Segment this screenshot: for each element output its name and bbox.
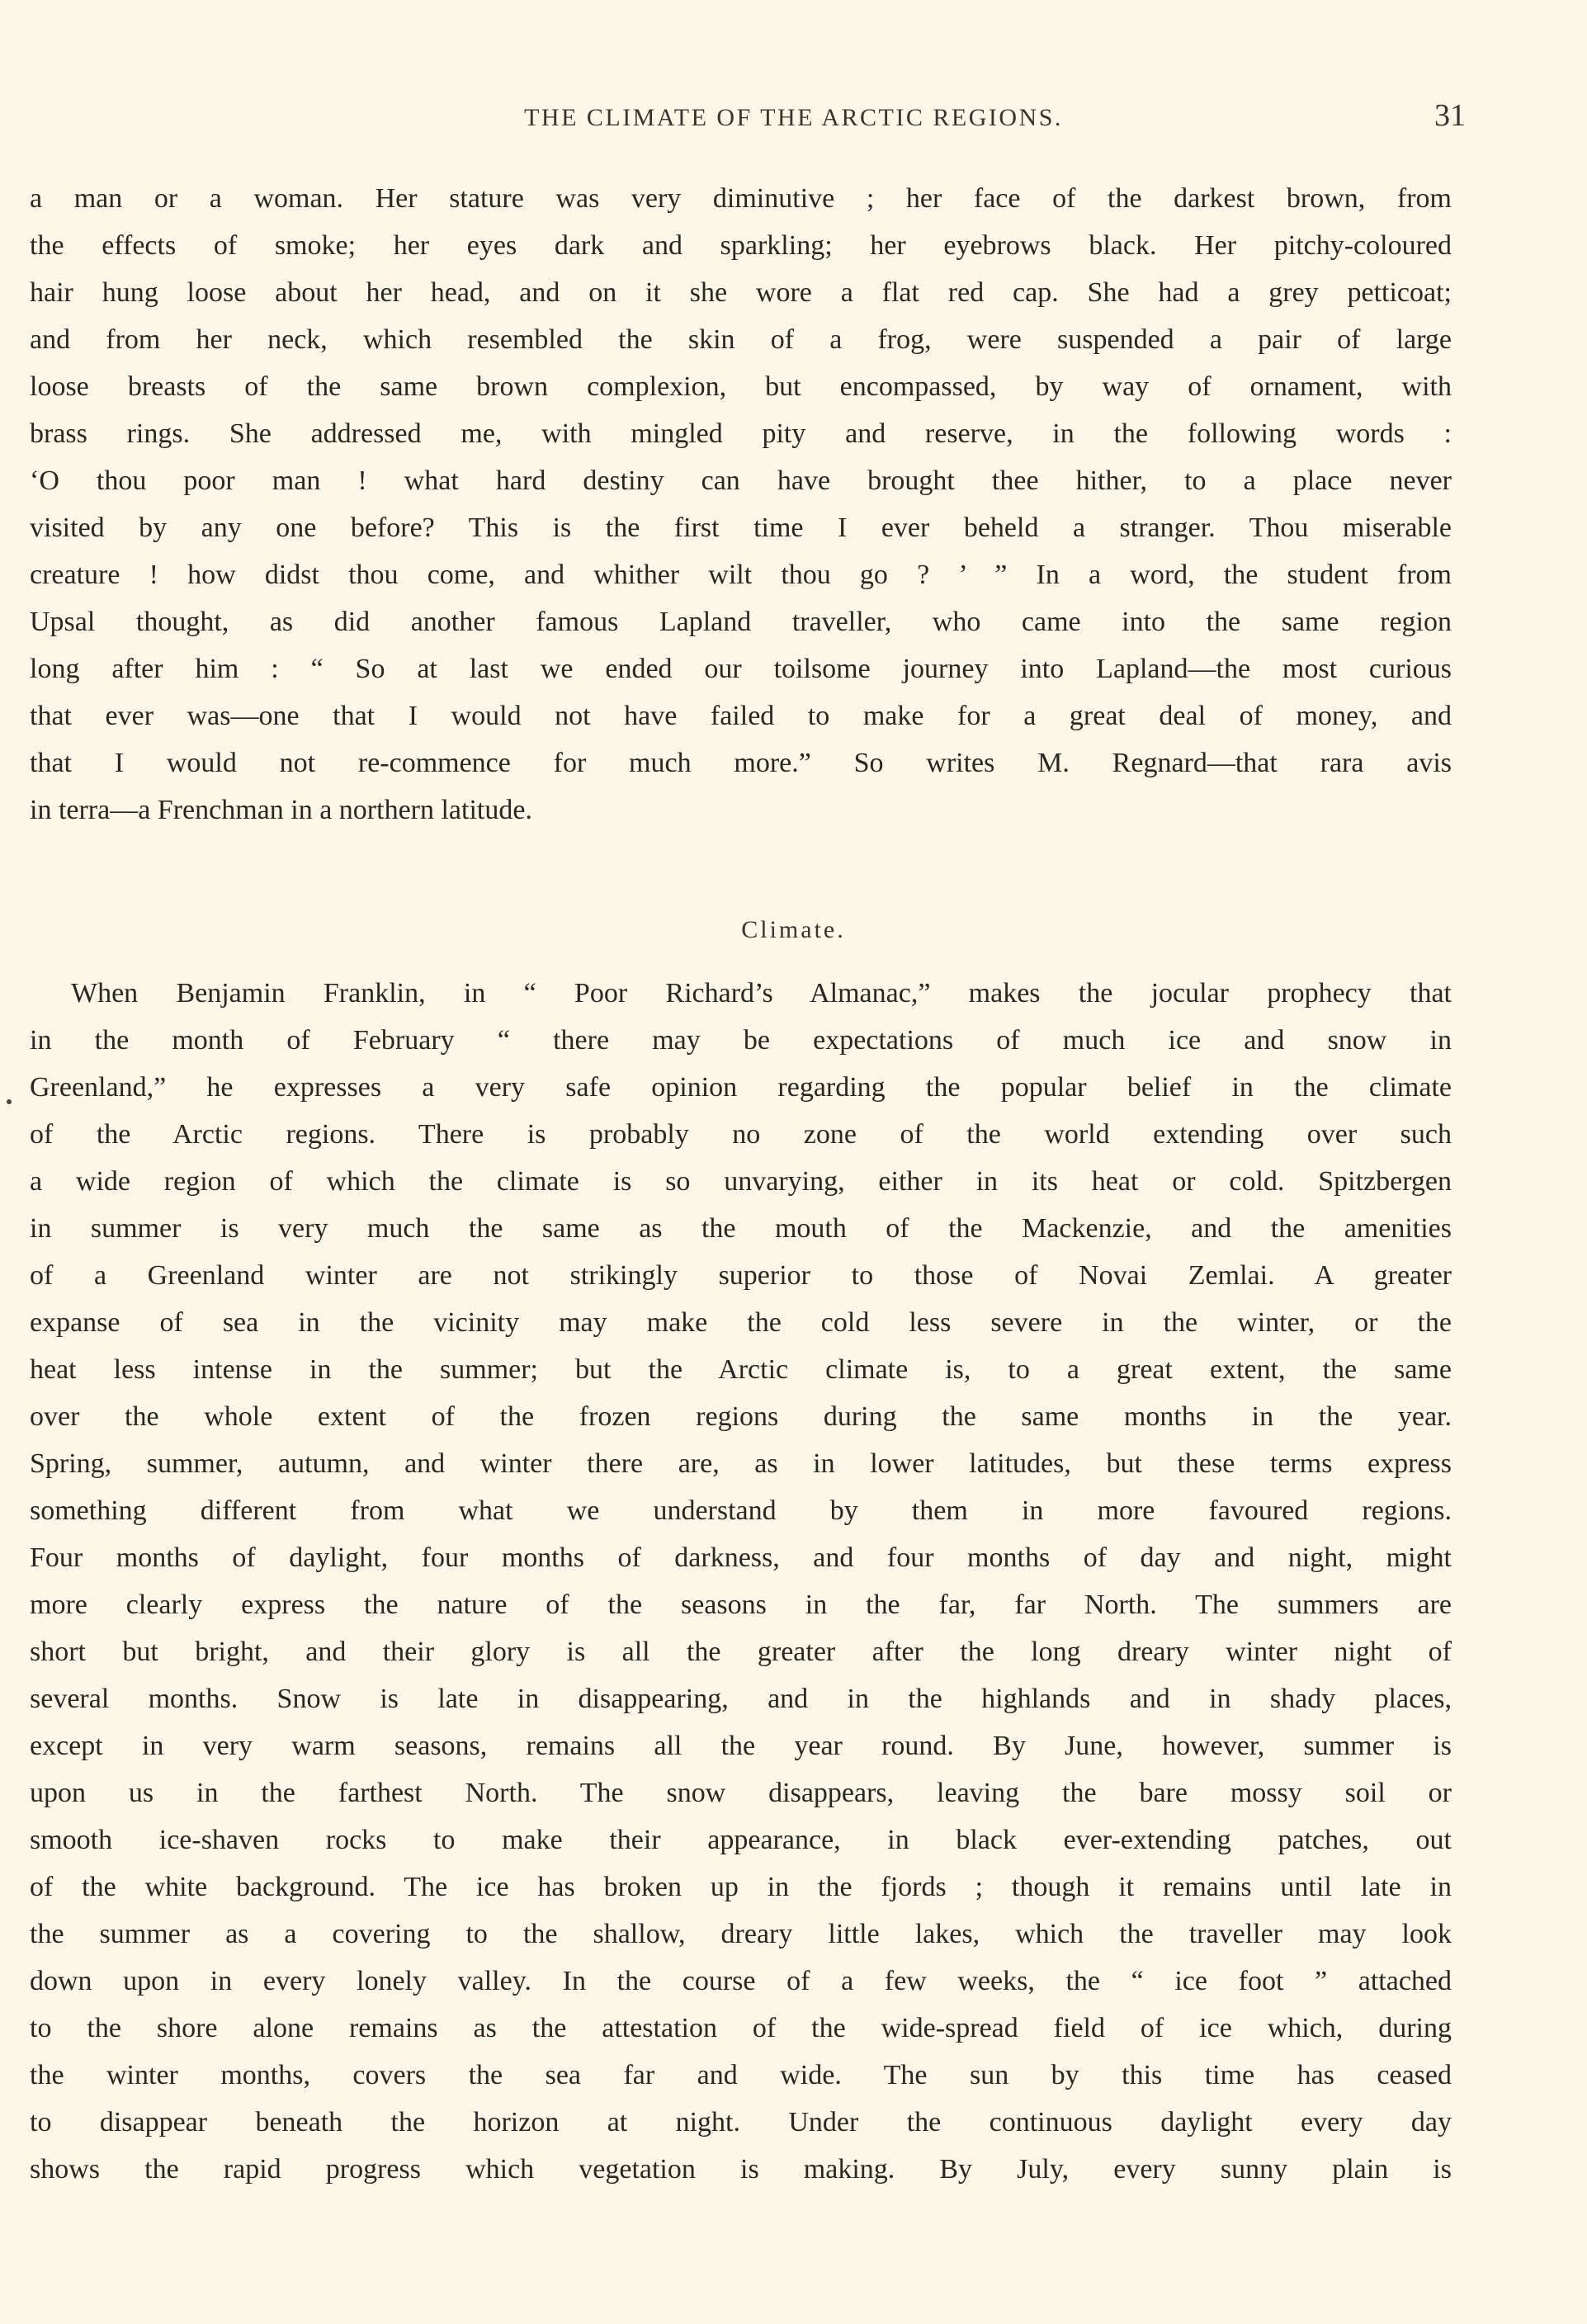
- section-heading: Climate.: [741, 916, 846, 943]
- running-head: [0, 97, 1587, 137]
- text-line: that I would not re-commence for much more.” So writes M. Regnard—that rara avis: [30, 748, 1452, 778]
- text-line: When Benjamin Franklin, in “ Poor Richard’s Almanac,” makes the jocular prophecy that: [71, 978, 1452, 1008]
- page-number: 31: [1434, 98, 1466, 133]
- text-line: in summer is very much the same as the mouth of the Mackenzie, and the amenities: [30, 1213, 1452, 1244]
- running-title: THE CLIMATE OF THE ARCTIC REGIONS.: [524, 104, 1063, 131]
- text-line: the effects of smoke; her eyes dark and sparkling; her eyebrows black. Her pitchy-coloured: [30, 230, 1452, 261]
- paragraph-continued: [30, 175, 1452, 834]
- text-line: expanse of sea in the vicinity may make the cold less severe in the winter, or the: [30, 1307, 1452, 1338]
- text-line: in terra—a Frenchman in a northern latitude.: [30, 795, 532, 825]
- text-line: except in very warm seasons, remains all the year round. By June, however, summer is: [30, 1731, 1452, 1761]
- text-line: heat less intense in the summer; but the Arctic climate is, to a great extent, the same: [30, 1354, 1452, 1385]
- text-line: loose breasts of the same brown complexion, but encompassed, by way of ornament, with: [30, 371, 1452, 402]
- paragraph-climate: [30, 970, 1452, 2193]
- margin-mark: [7, 1099, 12, 1104]
- text-line: upon us in the farthest North. The snow disappears, leaving the bare mossy soil or: [30, 1778, 1452, 1808]
- text-line: something different from what we understand by them in more favoured regions.: [30, 1495, 1452, 1526]
- text-line: of a Greenland winter are not strikingly superior to those of Novai Zemlai. A greater: [30, 1260, 1452, 1291]
- text-line: a wide region of which the climate is so unvarying, either in its heat or cold. Spitzbergen: [30, 1166, 1452, 1197]
- text-line: the winter months, covers the sea far and wide. The sun by this time has ceased: [30, 2060, 1452, 2090]
- text-line: long after him : “ So at last we ended our toilsome journey into Lapland—the most curious: [30, 654, 1452, 684]
- text-line: ‘O thou poor man ! what hard destiny can have brought thee hither, to a place never: [30, 465, 1452, 496]
- text-line: Upsal thought, as did another famous Lapland traveller, who came into the same region: [30, 607, 1452, 637]
- text-line: the summer as a covering to the shallow, dreary little lakes, which the traveller may look: [30, 1919, 1452, 1949]
- text-line: Greenland,” he expresses a very safe opinion regarding the popular belief in the climate: [30, 1072, 1452, 1103]
- text-line: brass rings. She addressed me, with mingled pity and reserve, in the following words :: [30, 418, 1452, 449]
- text-line: in the month of February “ there may be expectations of much ice and snow in: [30, 1025, 1452, 1056]
- text-line: smooth ice-shaven rocks to make their appearance, in black ever-extending patches, out: [30, 1825, 1452, 1855]
- text-line: Spring, summer, autumn, and winter there are, as in lower latitudes, but these terms express: [30, 1448, 1452, 1479]
- text-line: Four months of daylight, four months of darkness, and four months of day and night, might: [30, 1542, 1452, 1573]
- text-line: over the whole extent of the frozen regions during the same months in the year.: [30, 1401, 1452, 1432]
- text-line: several months. Snow is late in disappearing, and in the highlands and in shady places,: [30, 1684, 1452, 1714]
- text-line: shows the rapid progress which vegetation is making. By July, every sunny plain is: [30, 2154, 1452, 2185]
- text-line: to the shore alone remains as the attestation of the wide-spread field of ice which, during: [30, 2013, 1452, 2043]
- text-line: visited by any one before? This is the first time I ever beheld a stranger. Thou miserable: [30, 513, 1452, 543]
- text-line: creature ! how didst thou come, and whither wilt thou go ? ’ ” In a word, the student from: [30, 560, 1452, 590]
- text-line: that ever was—one that I would not have failed to make for a great deal of money, and: [30, 701, 1452, 731]
- text-line: of the Arctic regions. There is probably no zone of the world extending over such: [30, 1119, 1452, 1150]
- text-line: more clearly express the nature of the seasons in the far, far North. The summers are: [30, 1589, 1452, 1620]
- text-line: to disappear beneath the horizon at night. Under the continuous daylight every day: [30, 2107, 1452, 2137]
- text-line: short but bright, and their glory is all the greater after the long dreary winter night of: [30, 1637, 1452, 1667]
- text-line: a man or a woman. Her stature was very diminutive ; her face of the darkest brown, from: [30, 183, 1452, 214]
- text-line: and from her neck, which resembled the skin of a frog, were suspended a pair of large: [30, 324, 1452, 355]
- text-line: hair hung loose about her head, and on it she wore a flat red cap. She had a grey petticoat;: [30, 277, 1452, 308]
- text-line: of the white background. The ice has broken up in the fjords ; though it remains until late in: [30, 1872, 1452, 1902]
- text-line: down upon in every lonely valley. In the course of a few weeks, the “ ice foot ” attached: [30, 1966, 1452, 1996]
